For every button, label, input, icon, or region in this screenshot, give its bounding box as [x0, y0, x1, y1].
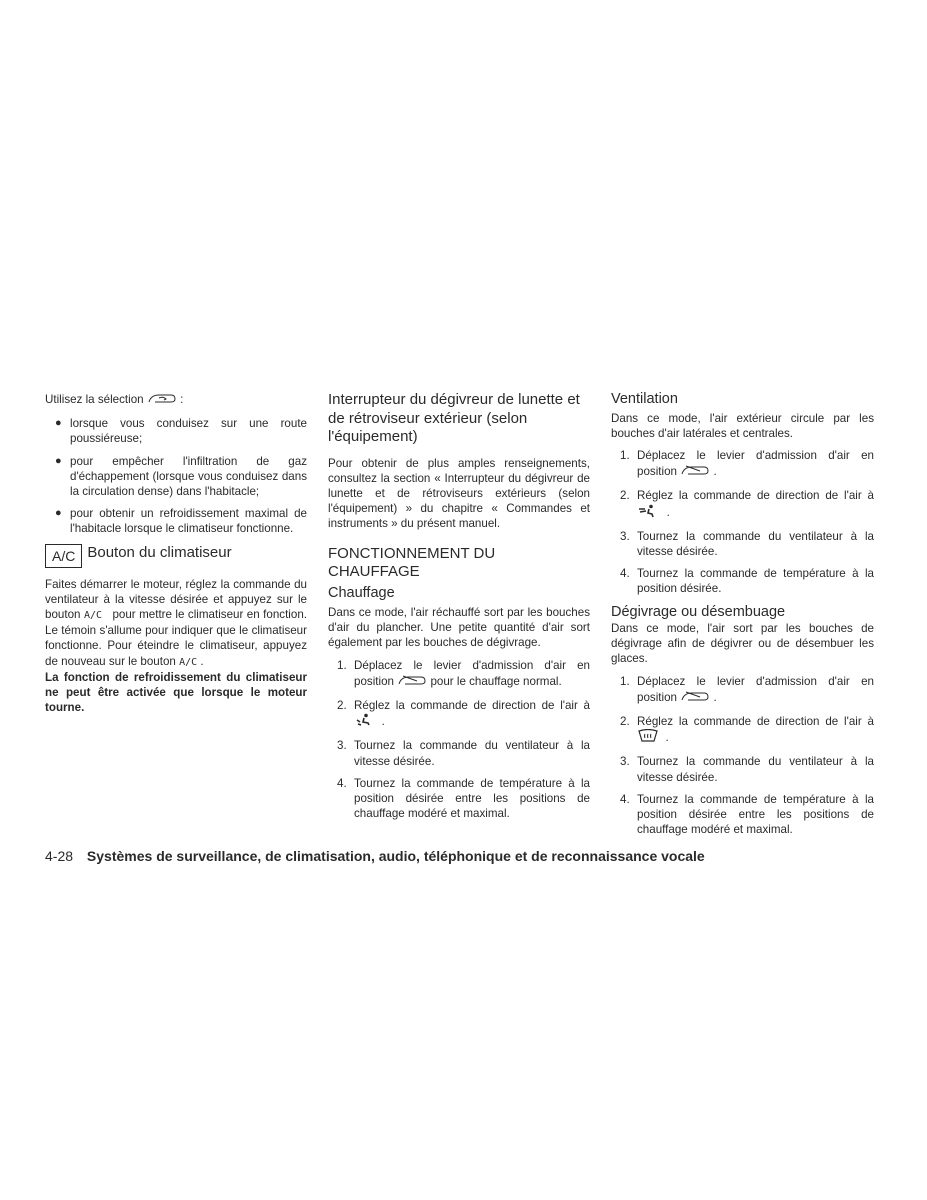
page-number: 4-28	[45, 848, 74, 864]
defroster-heading: Interrupteur du dégivreur de lunette et de rétroviseur extérieur (selon l'équipement)	[328, 391, 580, 445]
floor-vent-icon	[354, 713, 372, 731]
ac-paragraph: Faites démarrer le moteur, réglez la commande du ventilateur à la vitesse désirée et appuyez sur le bouton A/C pour mettre le climatiseur en fonction. Le témoin s'allume pour indiquer que le climatiseur fonctionne. Pour éteindre le climatiseur, appuyez de nouveau sur le bouton A/C .	[45, 577, 307, 668]
usage-bullets	[45, 416, 307, 536]
column-middle	[328, 391, 590, 828]
ac-heading: Bouton du climatiseur	[87, 543, 232, 561]
list-item: ● pour obtenir un refroidissement maximal de l'habitacle lorsque le climatiseur fonctionne.	[55, 507, 307, 536]
outside-air-icon	[680, 463, 710, 481]
air-recirculation-icon	[147, 391, 177, 409]
ac-inline-label: A/C	[83, 610, 103, 622]
defrost-icon	[637, 729, 659, 747]
ac-heading-row	[45, 544, 307, 568]
list-item: 2. Réglez la commande de direction de l'air à .	[611, 488, 874, 521]
defrost-steps	[611, 674, 874, 838]
chapter-title: Systèmes de surveillance, de climatisation, audio, téléphonique et de reconnaissance vocale	[86, 848, 705, 864]
heating-paragraph: Dans ce mode, l'air réchauffé sort par les bouches d'air du plancher. Une petite quantité d'air sort également par les bouches de dégivrage.	[328, 606, 590, 650]
page-footer	[45, 848, 705, 864]
ac-warning: La fonction de refroidissement du climatiseur ne peut être activée que lorsque le moteur tourne.	[45, 670, 307, 715]
list-item: 3. Tournez la commande du ventilateur à la vitesse désirée.	[620, 529, 874, 558]
list-item: 4. Tournez la commande de température à la position désirée entre les positions de chauffage modéré et maximal.	[337, 776, 590, 821]
list-item: 2. Réglez la commande de direction de l'air à .	[611, 714, 874, 747]
defrost-heading: Dégivrage ou désembuage	[611, 603, 786, 620]
ventilation-paragraph: Dans ce mode, l'air extérieur circule par les bouches d'air latérales et centrales.	[611, 411, 874, 440]
ventilation-heading: Ventilation	[611, 391, 678, 407]
outside-air-icon	[397, 673, 427, 691]
heater-section-heading: FONCTIONNEMENT DU CHAUFFAGE	[328, 544, 496, 581]
list-item: 1. Déplacez le levier d'admission d'air en position pour le chauffage normal.	[328, 658, 590, 691]
face-vent-icon	[637, 504, 657, 522]
list-item: 2. Réglez la commande de direction de l'air à .	[328, 698, 590, 731]
ventilation-steps	[611, 448, 874, 597]
ac-inline-label: A/C	[179, 656, 198, 668]
column-right	[611, 391, 874, 844]
list-item: 1. Déplacez le levier d'admission d'air en position .	[611, 674, 874, 707]
list-item: 4. Tournez la commande de température à la position désirée.	[620, 567, 874, 596]
list-item: 3. Tournez la commande du ventilateur à la vitesse désirée.	[337, 739, 590, 768]
list-item: ● pour empêcher l'infiltration de gaz d'échappement (lorsque vous conduisez dans la circulation dense) dans l'habitacle;	[55, 454, 307, 499]
intro-text: Utilisez la sélection	[45, 393, 144, 407]
intro-line: Utilisez la sélection :	[45, 391, 307, 409]
list-item: 4. Tournez la commande de température à la position désirée entre les positions de chauffage modéré et maximal.	[620, 792, 874, 837]
column-left	[45, 391, 307, 715]
heating-steps	[328, 658, 590, 822]
list-item: 1. Déplacez le levier d'admission d'air en position .	[611, 448, 874, 481]
outside-air-icon	[680, 689, 710, 707]
list-item: 3. Tournez la commande du ventilateur à la vitesse désirée.	[620, 755, 874, 784]
list-item: ● lorsque vous conduisez sur une route poussiéreuse;	[55, 417, 307, 446]
defroster-paragraph: Pour obtenir de plus amples renseignements, consultez la section « Interrupteur du dégivreur de lunette et de rétroviseurs extérieurs (selon l'équipement) » du chapitre « Commandes et instruments » du présent manuel.	[328, 456, 590, 531]
ac-button-icon: A/C	[45, 544, 82, 568]
defrost-paragraph: Dans ce mode, l'air sort par les bouches de dégivrage afin de dégivrer ou de désembuer les glaces.	[611, 622, 874, 666]
heating-heading: Chauffage	[328, 584, 395, 601]
